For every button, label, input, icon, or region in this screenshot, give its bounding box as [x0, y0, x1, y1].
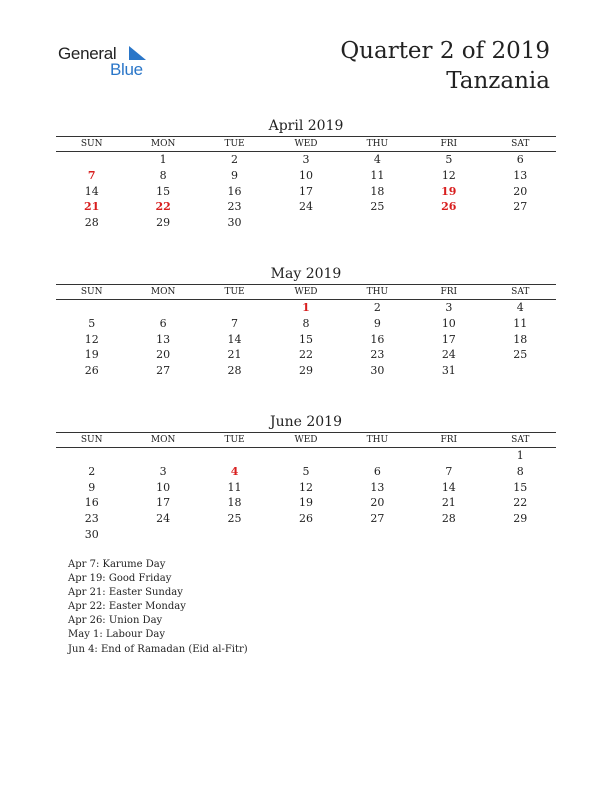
weekday-header: TUE — [199, 137, 270, 152]
week-row — [56, 363, 556, 379]
day-cell: 17 — [298, 184, 313, 198]
holiday-list-item: Apr 21: Easter Sunday — [68, 587, 183, 599]
day-cell: 1 — [159, 153, 167, 166]
holiday-day-cell: 21 — [84, 200, 100, 214]
day-cell: 28 — [227, 364, 242, 378]
day-cell: 6 — [373, 464, 381, 478]
day-cell: 3 — [159, 464, 167, 478]
weekday-header: SAT — [485, 137, 556, 152]
holiday-day-cell: 7 — [87, 168, 96, 182]
weekday-header: SUN — [56, 433, 127, 448]
week-row — [56, 511, 556, 527]
empty-day-cell — [199, 300, 270, 316]
holiday-day-cell: 4 — [230, 464, 239, 478]
weekday-header: SUN — [56, 285, 127, 300]
empty-day-cell — [127, 527, 198, 543]
empty-day-cell — [270, 527, 341, 543]
day-cell: 10 — [441, 316, 456, 330]
day-cell: 14 — [441, 480, 456, 494]
day-cell: 2 — [231, 153, 239, 166]
day-cell: 21 — [227, 348, 242, 362]
day-cell: 3 — [302, 153, 310, 166]
day-cell: 24 — [298, 200, 313, 214]
weekday-header: MON — [127, 433, 198, 448]
month-title: April 2019 — [268, 118, 344, 134]
day-cell: 6 — [516, 153, 524, 166]
day-cell: 19 — [84, 348, 99, 362]
day-cell: 12 — [298, 480, 313, 494]
day-cell: 23 — [227, 200, 242, 214]
day-cell: 13 — [370, 480, 385, 494]
month-may — [56, 264, 556, 379]
empty-day-cell — [56, 448, 127, 464]
page-title — [340, 36, 550, 96]
day-cell: 28 — [441, 512, 456, 526]
weekday-header: WED — [270, 285, 341, 300]
holiday-list-item: Jun 4: End of Ramadan (Eid al-Fitr) — [68, 643, 248, 655]
day-cell: 24 — [156, 512, 171, 526]
weekday-header: FRI — [413, 285, 484, 300]
empty-day-cell — [127, 448, 198, 464]
day-cell: 3 — [445, 301, 453, 314]
empty-day-cell — [199, 527, 270, 543]
holiday-day-cell: 26 — [441, 200, 457, 214]
calendar-grid — [56, 432, 556, 543]
week-row — [56, 215, 556, 231]
day-cell: 25 — [227, 512, 242, 526]
day-cell: 20 — [370, 496, 385, 510]
weekday-header: FRI — [413, 137, 484, 152]
day-cell: 25 — [513, 348, 528, 362]
weekday-header: TUE — [199, 433, 270, 448]
day-cell: 26 — [298, 512, 313, 526]
day-cell: 25 — [370, 200, 385, 214]
week-row — [56, 495, 556, 511]
week-row — [56, 464, 556, 480]
day-cell: 30 — [84, 527, 99, 541]
empty-day-cell — [485, 215, 556, 231]
day-cell: 30 — [227, 216, 242, 230]
holiday-list-item: Apr 7: Karume Day — [68, 559, 166, 570]
day-cell: 21 — [441, 496, 456, 510]
day-cell: 30 — [370, 364, 385, 378]
day-cell: 29 — [513, 512, 528, 526]
week-row — [56, 184, 556, 200]
day-cell: 29 — [156, 216, 171, 230]
day-cell: 2 — [373, 301, 381, 314]
empty-day-cell — [485, 363, 556, 379]
weekday-header: SUN — [56, 137, 127, 152]
day-cell: 11 — [370, 168, 385, 182]
calendar-grid — [56, 136, 556, 231]
weekday-header: MON — [127, 137, 198, 152]
day-cell: 20 — [156, 348, 171, 362]
day-cell: 14 — [84, 184, 99, 198]
day-cell: 4 — [516, 301, 524, 314]
day-cell: 22 — [298, 348, 313, 362]
empty-day-cell — [199, 448, 270, 464]
weekday-header: SAT — [485, 433, 556, 448]
holiday-list-item: Apr 22: Easter Monday — [68, 601, 186, 613]
day-cell: 10 — [156, 480, 171, 494]
empty-day-cell — [127, 300, 198, 316]
week-row — [56, 316, 556, 332]
day-cell: 8 — [302, 316, 310, 330]
holiday-day-cell: 22 — [155, 200, 171, 214]
week-row — [56, 480, 556, 496]
empty-day-cell — [413, 448, 484, 464]
day-cell: 16 — [370, 332, 385, 346]
day-cell: 17 — [156, 496, 171, 510]
empty-day-cell — [56, 152, 127, 168]
holiday-list-item: Apr 26: Union Day — [68, 615, 163, 627]
day-cell: 10 — [298, 168, 313, 182]
week-row — [56, 300, 556, 316]
weekday-header: THU — [342, 285, 413, 300]
day-cell: 26 — [84, 364, 99, 378]
day-cell: 15 — [156, 184, 171, 198]
calendar-grid — [56, 284, 556, 379]
day-cell: 14 — [227, 332, 242, 346]
day-cell: 20 — [513, 184, 528, 198]
day-cell: 27 — [370, 512, 385, 526]
day-cell: 16 — [227, 184, 242, 198]
month-june — [56, 412, 556, 543]
empty-day-cell — [342, 215, 413, 231]
day-cell: 17 — [441, 332, 456, 346]
day-cell: 12 — [441, 168, 456, 182]
empty-day-cell — [413, 215, 484, 231]
empty-day-cell — [413, 527, 484, 543]
week-row — [56, 168, 556, 184]
day-cell: 11 — [513, 316, 528, 330]
day-cell: 8 — [159, 168, 167, 182]
day-cell: 23 — [370, 348, 385, 362]
holiday-list-item: Apr 19: Good Friday — [68, 573, 172, 585]
holiday-list — [68, 558, 248, 657]
weekday-header: SAT — [485, 285, 556, 300]
day-cell: 19 — [298, 496, 313, 510]
weekday-header: TUE — [199, 285, 270, 300]
logo-general-text: General — [58, 44, 117, 63]
week-row — [56, 347, 556, 363]
logo-blue-text: Blue — [110, 60, 143, 79]
week-row — [56, 199, 556, 215]
empty-day-cell — [270, 448, 341, 464]
month-title: June 2019 — [269, 414, 342, 430]
day-cell: 9 — [231, 168, 239, 182]
logo — [58, 44, 168, 84]
day-cell: 5 — [88, 316, 96, 330]
day-cell: 4 — [373, 153, 381, 166]
day-cell: 31 — [441, 364, 456, 378]
month-april — [56, 116, 556, 231]
day-cell: 5 — [302, 464, 310, 478]
empty-day-cell — [56, 300, 127, 316]
empty-day-cell — [270, 215, 341, 231]
day-cell: 15 — [513, 480, 528, 494]
day-cell: 13 — [156, 332, 171, 346]
weekday-header: THU — [342, 433, 413, 448]
week-row — [56, 527, 556, 543]
title-quarter: Quarter 2 of 2019 — [340, 38, 550, 64]
holiday-list-item: May 1: Labour Day — [68, 629, 165, 641]
day-cell: 9 — [373, 316, 381, 330]
day-cell: 7 — [445, 464, 453, 478]
holiday-day-cell: 1 — [302, 301, 310, 314]
day-cell: 9 — [88, 480, 96, 494]
day-cell: 12 — [84, 332, 99, 346]
day-cell: 18 — [370, 184, 385, 198]
day-cell: 18 — [513, 332, 528, 346]
weekday-header: THU — [342, 137, 413, 152]
month-title: May 2019 — [270, 266, 342, 282]
day-cell: 24 — [441, 348, 456, 362]
holiday-day-cell: 19 — [441, 184, 457, 198]
week-row — [56, 332, 556, 348]
day-cell: 27 — [513, 200, 528, 214]
week-row — [56, 152, 556, 168]
day-cell: 23 — [84, 512, 99, 526]
weekday-header: WED — [270, 433, 341, 448]
weekday-header: FRI — [413, 433, 484, 448]
day-cell: 5 — [445, 153, 453, 166]
title-country: Tanzania — [446, 68, 550, 94]
day-cell: 13 — [513, 168, 528, 182]
empty-day-cell — [342, 527, 413, 543]
day-cell: 29 — [298, 364, 313, 378]
day-cell: 28 — [84, 216, 99, 230]
day-cell: 15 — [298, 332, 313, 346]
week-row — [56, 448, 556, 464]
day-cell: 6 — [159, 316, 167, 330]
day-cell: 27 — [156, 364, 171, 378]
day-cell: 8 — [516, 464, 524, 478]
weekday-header: WED — [270, 137, 341, 152]
day-cell: 1 — [516, 449, 524, 462]
day-cell: 18 — [227, 496, 242, 510]
empty-day-cell — [485, 527, 556, 543]
day-cell: 11 — [227, 480, 242, 494]
empty-day-cell — [342, 448, 413, 464]
day-cell: 22 — [513, 496, 528, 510]
day-cell: 2 — [88, 464, 96, 478]
weekday-header: MON — [127, 285, 198, 300]
day-cell: 7 — [231, 316, 239, 330]
day-cell: 16 — [84, 496, 99, 510]
